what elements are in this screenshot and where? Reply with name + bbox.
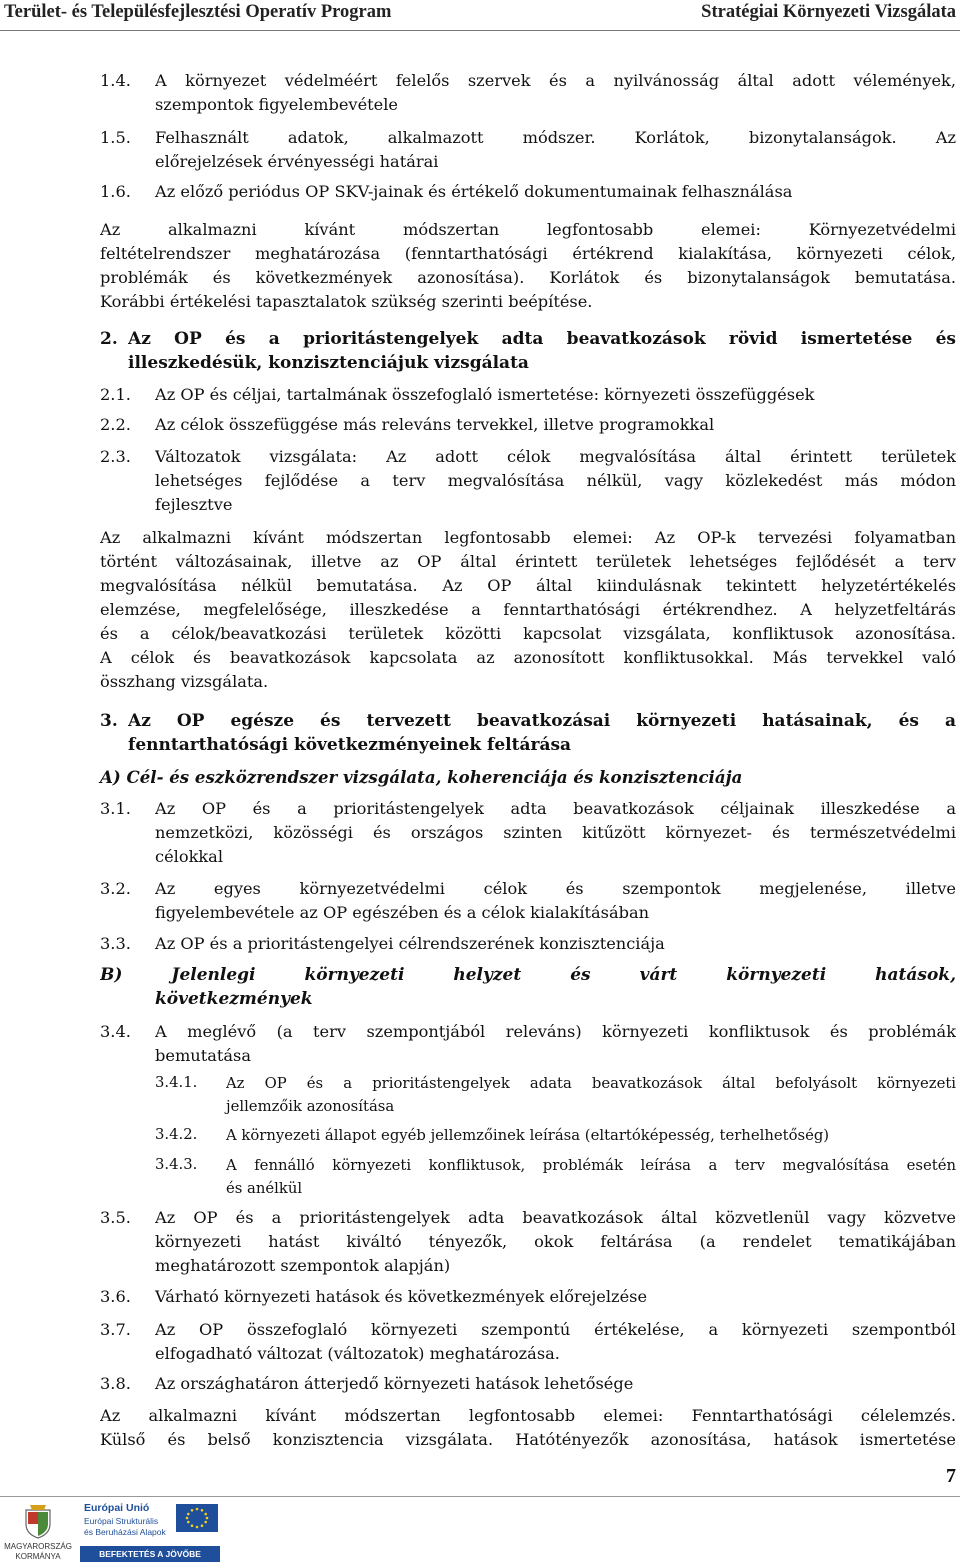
text-line: Az célok összefüggése más releváns tervekkel, illetve programokkal xyxy=(155,415,715,434)
text-line: és anélkül xyxy=(226,1180,303,1197)
section-number: 3.5. xyxy=(100,1208,131,1227)
text-line: Az alkalmazni kívánt módszertan legfontosabb elemei: Környezetvédelmi xyxy=(100,220,956,239)
text-line: célokkal xyxy=(155,847,224,866)
subsection-heading: B) Jelenlegi környezeti helyzet és várt környezeti hatások, xyxy=(100,965,956,985)
text-line: jellemzőik azonosítása xyxy=(226,1098,395,1115)
text-line: Az egyes környezetvédelmi célok és szempontok megjelenése, illetve xyxy=(155,879,956,898)
header-program-title: Terület- és Településfejlesztési Operatív Program xyxy=(4,2,392,22)
section-number: 3.4. xyxy=(100,1022,131,1041)
text-line: Az OP összefoglaló környezeti szempontú értékelése, a környezeti szempontból xyxy=(155,1320,956,1339)
text-line: Az alkalmazni kívánt módszertan legfontosabb elemei: Az OP-k tervezési folyamatban xyxy=(100,528,956,547)
subsection-heading: A) Cél- és eszközrendszer vizsgálata, koherenciája és konzisztenciája xyxy=(100,767,743,787)
text-line: Az alkalmazni kívánt módszertan legfontosabb elemei: Fenntarthatósági célelemzés. xyxy=(100,1406,956,1425)
crest-icon xyxy=(18,1500,58,1540)
hungarian-government-logo xyxy=(2,1500,74,1564)
text-line: összhang vizsgálata. xyxy=(100,672,269,691)
section-number: 3.8. xyxy=(100,1374,131,1393)
eu-line1: Európai Strukturális xyxy=(84,1516,159,1526)
text-line: Az OP és a prioritástengelyek adta beavatkozások céljainak illeszkedése a xyxy=(155,799,956,818)
section-heading: illeszkedésük, konzisztenciájuk vizsgálata xyxy=(128,353,529,373)
text-line: problémák és következmények azonosítása). Korlátok és bizonytalanságok bemutatása. xyxy=(100,268,956,287)
text-line: A környezet védelméért felelős szervek és a nyilvánosság által adott vélemények, xyxy=(155,71,956,90)
text-line: Az OP és a prioritástengelyek adata beavatkozások által befolyásolt környezeti xyxy=(226,1075,956,1092)
text-line: A fennálló környezeti konfliktusok, problémák leírása a terv megvalósítása esetén xyxy=(226,1157,956,1174)
text-line: Az OP és a prioritástengelyek adta beavatkozások által közvetlenül vagy közvetve xyxy=(155,1208,956,1227)
crest-caption-line2: KORMÁNYA xyxy=(15,1552,61,1561)
subsection-heading: következmények xyxy=(155,989,313,1009)
text-line: Felhasznált adatok, alkalmazott módszer. Korlátok, bizonytalanságok. Az xyxy=(155,128,956,147)
text-line: A környezeti állapot egyéb jellemzőinek leírása (eltartóképesség, terhelhetőség) xyxy=(226,1127,830,1144)
text-line: Az országhatáron átterjedő környezeti hatások lehetősége xyxy=(155,1374,634,1393)
section-number: 2. xyxy=(100,329,118,349)
eu-flag-icon xyxy=(176,1504,218,1532)
section-number: 1.6. xyxy=(100,182,131,201)
section-heading: Az OP és a prioritástengelyek adta beavatkozások rövid ismertetése és xyxy=(128,329,956,349)
section-number: 2.1. xyxy=(100,385,131,404)
section-number: 3.4.3. xyxy=(155,1156,198,1173)
text-line: fejlesztve xyxy=(155,495,233,514)
text-line: lehetséges fejlődése a terv megvalósítása nélkül, vagy közlekedést más módon xyxy=(155,471,956,490)
text-line: A célok és beavatkozások kapcsolata az azonosított konfliktusokkal. Más tervekkel való xyxy=(100,648,956,667)
footer-divider xyxy=(0,1496,960,1497)
text-line: meghatározott szempontok alapján) xyxy=(155,1256,451,1275)
section-number: 1.5. xyxy=(100,128,131,147)
eu-line2: és Beruházási Alapok xyxy=(84,1527,166,1537)
text-line: figyelembevétele az OP egészében és a célok kialakításában xyxy=(155,903,650,922)
section-number: 1.4. xyxy=(100,71,131,90)
section-number: 3.4.2. xyxy=(155,1126,198,1143)
text-line: környezeti hatást kiváltó tényezők, okok feltárása (a rendelet tematikájában xyxy=(155,1232,956,1251)
text-line: elemzése, megfelelősége, illeszkedése a fenntarthatósági értékrendhez. A helyzetfeltárás xyxy=(100,600,956,619)
text-line: A meglévő (a terv szempontjából releváns) környezeti konfliktusok és problémák xyxy=(155,1022,956,1041)
eu-title: Európai Unió xyxy=(84,1502,150,1514)
text-line: Külső és belső konzisztencia vizsgálata. Hatótényezők azonosítása, hatások ismertetése xyxy=(100,1430,956,1449)
section-number: 3.3. xyxy=(100,934,131,953)
text-line: feltételrendszer meghatározása (fenntarthatósági értékrend kialakítása, környezeti célok, xyxy=(100,244,956,263)
section-number: 2.2. xyxy=(100,415,131,434)
text-line: bemutatása xyxy=(155,1046,251,1065)
text-line: és a célok/beavatkozási területek közötti kapcsolat vizsgálata, konfliktusok azonosítása. xyxy=(100,624,956,643)
investing-in-future-banner: BEFEKTETÉS A JÖVŐBE xyxy=(80,1546,220,1562)
text-line: elfogadható változat (változatok) meghatározása. xyxy=(155,1344,560,1363)
text-line: Változatok vizsgálata: Az adott célok megvalósítása által érintett területek xyxy=(155,447,956,466)
section-number: 3.2. xyxy=(100,879,131,898)
section-number: 3.7. xyxy=(100,1320,131,1339)
section-number: 2.3. xyxy=(100,447,131,466)
section-number: 3.1. xyxy=(100,799,131,818)
crest-caption-line1: MAGYARORSZÁG xyxy=(4,1542,72,1551)
section-heading: fenntarthatósági következményeinek feltárása xyxy=(128,735,572,755)
text-line: Korábbi értékelési tapasztalatok szükség szerinti beépítése. xyxy=(100,292,593,311)
section-heading: Az OP egésze és tervezett beavatkozásai környezeti hatásainak, és a xyxy=(128,711,956,731)
text-line: Az előző periódus OP SKV-jainak és értékelő dokumentumainak felhasználása xyxy=(155,182,793,201)
page-header xyxy=(0,0,960,30)
section-number: 3. xyxy=(100,711,118,731)
eu-funds-logo xyxy=(80,1502,220,1564)
text-line: szempontok figyelembevétele xyxy=(155,95,399,114)
text-line: előrejelzések érvényességi határai xyxy=(155,152,439,171)
text-line: Az OP és a prioritástengelyei célrendszerének konzisztenciája xyxy=(155,934,665,953)
header-document-title: Stratégiai Környezeti Vizsgálata xyxy=(701,2,956,22)
section-number: 3.4.1. xyxy=(155,1074,198,1091)
text-line: nemzetközi, közösségi és országos szinten kitűzött környezet- és természetvédelmi xyxy=(155,823,956,842)
header-divider xyxy=(0,30,960,31)
text-line: történt változásainak, illetve az OP által érintett területek lehetséges fejlődését a terv xyxy=(100,552,956,571)
text-line: Várható környezeti hatások és következmények előrejelzése xyxy=(155,1287,648,1306)
page-number: 7 xyxy=(946,1465,956,1487)
text-line: Az OP és céljai, tartalmának összefoglaló ismertetése: környezeti összefüggések xyxy=(155,385,815,404)
text-line: megvalósítása nélkül bemutatása. Az OP által kiindulásnak tekintett helyzetértékelés xyxy=(100,576,956,595)
section-number: 3.6. xyxy=(100,1287,131,1306)
